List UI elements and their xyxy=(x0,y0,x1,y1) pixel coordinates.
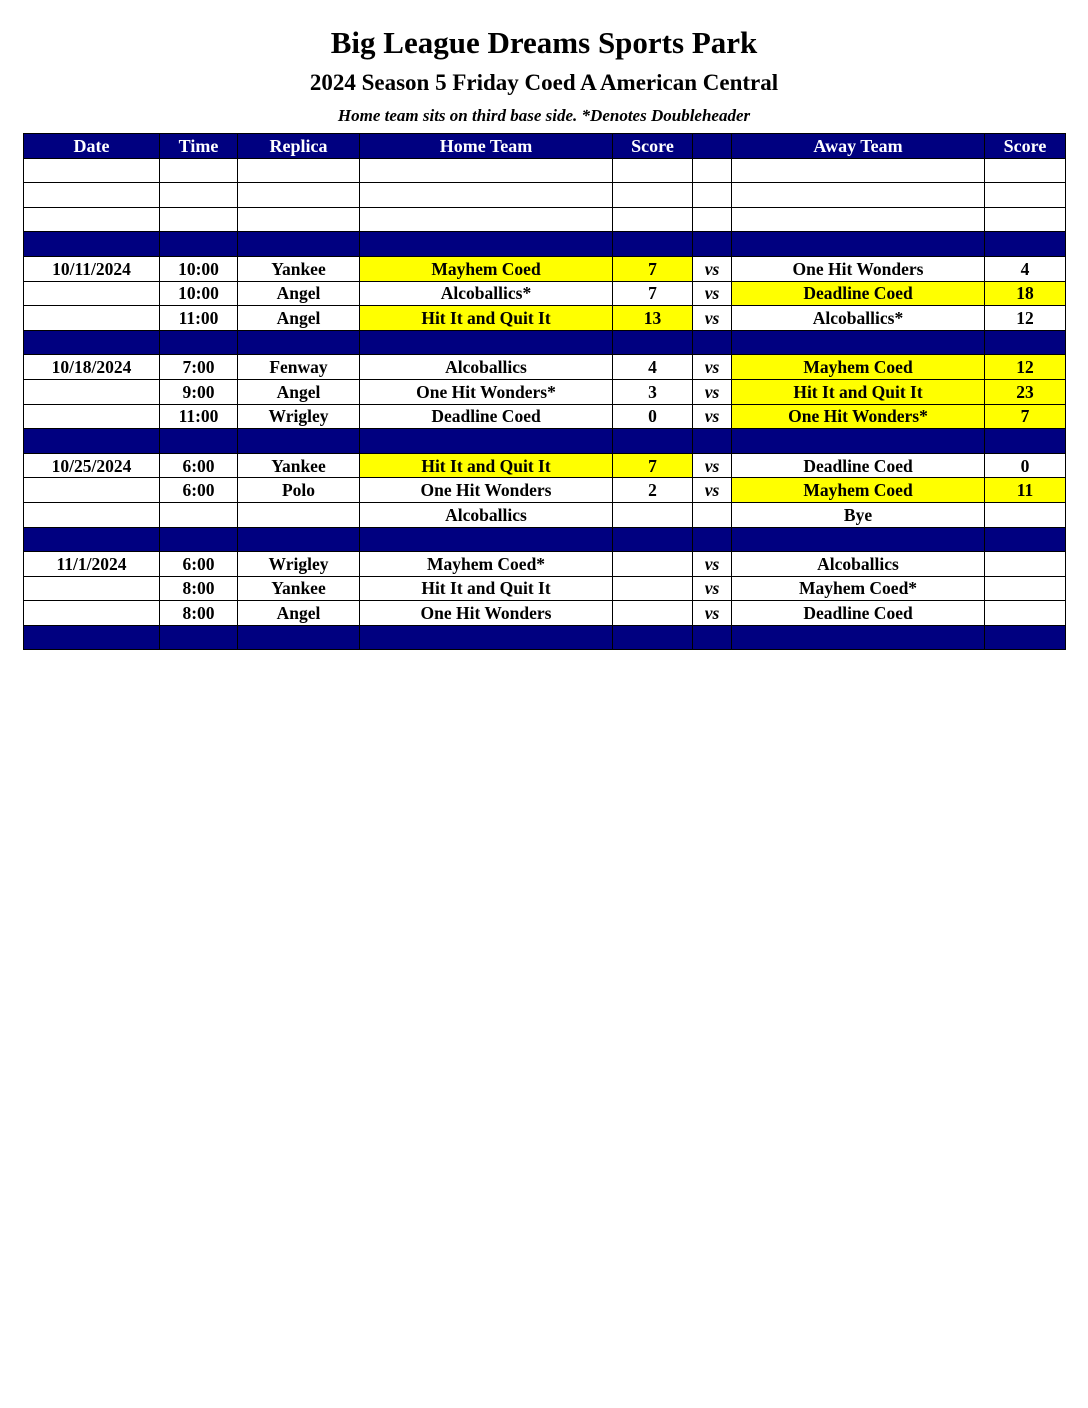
time-cell: 6:00 xyxy=(160,478,238,503)
header-row xyxy=(24,134,1066,159)
home-score-cell xyxy=(613,207,693,232)
vs-cell: vs xyxy=(693,453,732,478)
replica-cell: Fenway xyxy=(238,355,360,380)
home-team-cell: Mayhem Coed* xyxy=(360,552,613,577)
game-row xyxy=(24,552,1066,577)
separator-cell xyxy=(238,527,360,552)
separator-cell xyxy=(985,330,1066,355)
separator-cell xyxy=(693,625,732,650)
replica-cell xyxy=(238,502,360,527)
home-score-cell: 3 xyxy=(613,379,693,404)
date-cell xyxy=(24,404,160,429)
separator-cell xyxy=(24,330,160,355)
separator-cell xyxy=(732,527,985,552)
separator-cell xyxy=(360,232,613,257)
date-cell: 10/18/2024 xyxy=(24,355,160,380)
replica-cell: Polo xyxy=(238,478,360,503)
week-separator-row xyxy=(24,429,1066,454)
col-header-time: Time xyxy=(160,134,238,159)
home-score-cell xyxy=(613,552,693,577)
separator-cell xyxy=(732,625,985,650)
col-header-replica: Replica xyxy=(238,134,360,159)
date-cell xyxy=(24,306,160,331)
replica-cell: Angel xyxy=(238,601,360,626)
separator-cell xyxy=(613,330,693,355)
separator-cell xyxy=(24,625,160,650)
separator-cell xyxy=(238,429,360,454)
vs-cell: vs xyxy=(693,379,732,404)
replica-cell: Yankee xyxy=(238,576,360,601)
home-team-cell xyxy=(360,207,613,232)
col-header-date: Date xyxy=(24,134,160,159)
away-team-cell: Mayhem Coed xyxy=(732,355,985,380)
separator-cell xyxy=(985,527,1066,552)
vs-cell: vs xyxy=(693,404,732,429)
separator-cell xyxy=(238,330,360,355)
date-cell xyxy=(24,478,160,503)
separator-cell xyxy=(360,527,613,552)
replica-cell: Angel xyxy=(238,306,360,331)
game-row xyxy=(24,183,1066,208)
game-row xyxy=(24,281,1066,306)
vs-cell: vs xyxy=(693,355,732,380)
separator-cell xyxy=(693,429,732,454)
home-score-cell xyxy=(613,158,693,183)
home-score-cell xyxy=(613,502,693,527)
date-cell xyxy=(24,281,160,306)
vs-cell xyxy=(693,158,732,183)
game-row xyxy=(24,453,1066,478)
schedule-note: Home team sits on third base side. *Denotes Doubleheader xyxy=(337,106,751,125)
game-row xyxy=(24,306,1066,331)
time-cell xyxy=(160,183,238,208)
home-team-cell: Alcoballics* xyxy=(360,281,613,306)
away-team-cell: Mayhem Coed* xyxy=(732,576,985,601)
separator-cell xyxy=(360,330,613,355)
vs-cell xyxy=(693,183,732,208)
away-score-cell: 0 xyxy=(985,453,1066,478)
time-cell xyxy=(160,207,238,232)
away-score-cell: 12 xyxy=(985,355,1066,380)
away-team-cell: Mayhem Coed xyxy=(732,478,985,503)
replica-cell: Angel xyxy=(238,281,360,306)
away-team-cell: Deadline Coed xyxy=(732,453,985,478)
col-header-home-score: Score xyxy=(613,134,693,159)
home-score-cell: 4 xyxy=(613,355,693,380)
date-cell xyxy=(24,379,160,404)
away-team-cell: Deadline Coed xyxy=(732,601,985,626)
home-team-cell: Deadline Coed xyxy=(360,404,613,429)
vs-cell: vs xyxy=(693,552,732,577)
separator-cell xyxy=(160,232,238,257)
vs-cell: vs xyxy=(693,256,732,281)
week-separator-row xyxy=(24,625,1066,650)
vs-cell: vs xyxy=(693,281,732,306)
time-cell: 6:00 xyxy=(160,552,238,577)
time-cell: 10:00 xyxy=(160,256,238,281)
game-row xyxy=(24,379,1066,404)
separator-cell xyxy=(24,527,160,552)
home-team-cell: Alcoballics xyxy=(360,502,613,527)
replica-cell: Yankee xyxy=(238,256,360,281)
date-cell xyxy=(24,158,160,183)
home-score-cell: 7 xyxy=(613,453,693,478)
week-separator-row xyxy=(24,527,1066,552)
vs-cell: vs xyxy=(693,601,732,626)
away-team-cell xyxy=(732,183,985,208)
vs-cell: vs xyxy=(693,478,732,503)
away-team-cell: Alcoballics xyxy=(732,552,985,577)
game-row xyxy=(24,404,1066,429)
time-cell: 8:00 xyxy=(160,601,238,626)
home-score-cell xyxy=(613,576,693,601)
separator-cell xyxy=(24,232,160,257)
away-score-cell: 12 xyxy=(985,306,1066,331)
away-score-cell xyxy=(985,183,1066,208)
separator-cell xyxy=(360,625,613,650)
date-cell: 10/25/2024 xyxy=(24,453,160,478)
game-row xyxy=(24,355,1066,380)
separator-cell xyxy=(732,330,985,355)
away-score-cell xyxy=(985,158,1066,183)
col-header-away-team: Away Team xyxy=(732,134,985,159)
home-score-cell: 7 xyxy=(613,281,693,306)
away-team-cell xyxy=(732,158,985,183)
game-row xyxy=(24,478,1066,503)
away-team-cell: One Hit Wonders* xyxy=(732,404,985,429)
away-team-cell: Hit It and Quit It xyxy=(732,379,985,404)
date-cell xyxy=(24,183,160,208)
game-row xyxy=(24,256,1066,281)
schedule-body xyxy=(24,158,1066,650)
separator-cell xyxy=(160,527,238,552)
separator-cell xyxy=(160,330,238,355)
away-score-cell: 23 xyxy=(985,379,1066,404)
vs-cell: vs xyxy=(693,576,732,601)
away-score-cell: 7 xyxy=(985,404,1066,429)
away-team-cell: One Hit Wonders xyxy=(732,256,985,281)
page-subtitle: 2024 Season 5 Friday Coed A American Central xyxy=(309,70,779,95)
replica-cell: Yankee xyxy=(238,453,360,478)
vs-cell: vs xyxy=(693,306,732,331)
col-header-home-team: Home Team xyxy=(360,134,613,159)
away-score-cell xyxy=(985,502,1066,527)
date-cell xyxy=(24,502,160,527)
home-score-cell xyxy=(613,183,693,208)
away-score-cell xyxy=(985,601,1066,626)
home-score-cell xyxy=(613,601,693,626)
separator-cell xyxy=(238,232,360,257)
separator-cell xyxy=(160,625,238,650)
away-score-cell: 18 xyxy=(985,281,1066,306)
time-cell xyxy=(160,158,238,183)
home-score-cell: 13 xyxy=(613,306,693,331)
away-score-cell xyxy=(985,576,1066,601)
col-header-vs xyxy=(693,134,732,159)
away-score-cell xyxy=(985,207,1066,232)
time-cell xyxy=(160,502,238,527)
separator-cell xyxy=(613,429,693,454)
separator-cell xyxy=(732,429,985,454)
away-team-cell xyxy=(732,207,985,232)
date-cell xyxy=(24,576,160,601)
date-cell xyxy=(24,601,160,626)
time-cell: 8:00 xyxy=(160,576,238,601)
replica-cell: Wrigley xyxy=(238,404,360,429)
home-team-cell: One Hit Wonders* xyxy=(360,379,613,404)
home-team-cell: Hit It and Quit It xyxy=(360,576,613,601)
date-cell: 10/11/2024 xyxy=(24,256,160,281)
date-cell: 11/1/2024 xyxy=(24,552,160,577)
separator-cell xyxy=(613,232,693,257)
game-row xyxy=(24,207,1066,232)
schedule-table xyxy=(23,133,1066,650)
away-score-cell: 4 xyxy=(985,256,1066,281)
week-separator-row xyxy=(24,232,1066,257)
home-score-cell: 0 xyxy=(613,404,693,429)
separator-cell xyxy=(985,625,1066,650)
game-row xyxy=(24,576,1066,601)
page-title: Big League Dreams Sports Park xyxy=(330,25,758,60)
away-team-cell: Bye xyxy=(732,502,985,527)
separator-cell xyxy=(238,625,360,650)
home-team-cell: Alcoballics xyxy=(360,355,613,380)
home-team-cell: Mayhem Coed xyxy=(360,256,613,281)
separator-cell xyxy=(613,527,693,552)
separator-cell xyxy=(693,330,732,355)
time-cell: 7:00 xyxy=(160,355,238,380)
separator-cell xyxy=(360,429,613,454)
replica-cell xyxy=(238,183,360,208)
home-score-cell: 7 xyxy=(613,256,693,281)
home-team-cell: Hit It and Quit It xyxy=(360,306,613,331)
home-score-cell: 2 xyxy=(613,478,693,503)
replica-cell: Wrigley xyxy=(238,552,360,577)
time-cell: 11:00 xyxy=(160,404,238,429)
home-team-cell: Hit It and Quit It xyxy=(360,453,613,478)
separator-cell xyxy=(693,232,732,257)
separator-cell xyxy=(24,429,160,454)
separator-cell xyxy=(160,429,238,454)
away-team-cell: Deadline Coed xyxy=(732,281,985,306)
away-team-cell: Alcoballics* xyxy=(732,306,985,331)
replica-cell: Angel xyxy=(238,379,360,404)
time-cell: 9:00 xyxy=(160,379,238,404)
vs-cell xyxy=(693,207,732,232)
replica-cell xyxy=(238,207,360,232)
game-row xyxy=(24,158,1066,183)
time-cell: 10:00 xyxy=(160,281,238,306)
separator-cell xyxy=(693,527,732,552)
time-cell: 6:00 xyxy=(160,453,238,478)
game-row xyxy=(24,502,1066,527)
home-team-cell: One Hit Wonders xyxy=(360,601,613,626)
replica-cell xyxy=(238,158,360,183)
date-cell xyxy=(24,207,160,232)
time-cell: 11:00 xyxy=(160,306,238,331)
home-team-cell xyxy=(360,183,613,208)
col-header-away-score: Score xyxy=(985,134,1066,159)
separator-cell xyxy=(732,232,985,257)
game-row xyxy=(24,601,1066,626)
away-score-cell: 11 xyxy=(985,478,1066,503)
away-score-cell xyxy=(985,552,1066,577)
separator-cell xyxy=(985,429,1066,454)
separator-cell xyxy=(613,625,693,650)
home-team-cell xyxy=(360,158,613,183)
week-separator-row xyxy=(24,330,1066,355)
vs-cell xyxy=(693,502,732,527)
separator-cell xyxy=(985,232,1066,257)
home-team-cell: One Hit Wonders xyxy=(360,478,613,503)
